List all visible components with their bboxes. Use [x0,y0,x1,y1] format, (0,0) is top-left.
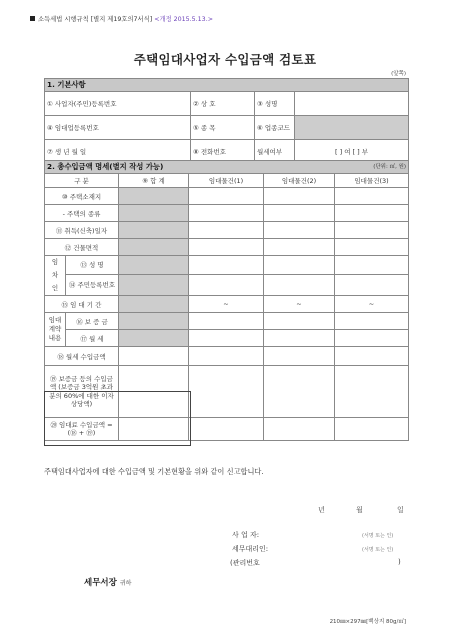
col-header-property-2: 임대물건(2) [264,174,335,188]
property-2-deposit[interactable] [264,313,335,330]
legal-ref-text: 소득세법 시행규칙 [별지 제19호의7서식] [38,16,153,23]
date-month[interactable]: 월 [356,506,363,514]
trade-name-label: ② 상 호 [191,92,255,116]
tax-office-name: 세무서장 [84,578,117,588]
col-header-total: ⑨ 합 계 [119,174,189,188]
property-2-monthly-income[interactable] [264,347,335,366]
property-2-tenant-id[interactable] [264,274,335,295]
row-label-rental-period: ⑮ 임 대 기 간 [45,296,119,313]
property-1-monthly-rent[interactable] [189,330,264,347]
row-label-building-area: ⑫ 건물면적 [45,239,119,256]
total-monthly-rent-cell [119,330,189,347]
tax-office-addressee [84,576,131,588]
property-3-tenant-name[interactable] [335,256,409,275]
business-signer-label: 사 업 자: [232,531,260,539]
section2-heading-text: 2. 총수입금액 명세(별지 작성 가능) [47,162,164,171]
property-1-acquisition-date[interactable] [189,222,264,239]
row-label-tenant-id: ⑭ 주민등록번호 [66,274,119,295]
unit-note: (단위: ㎡, 원) [373,164,407,170]
total-tenant-id-cell [119,274,189,295]
property-1-deposit[interactable] [189,313,264,330]
property-2-area[interactable] [264,239,335,256]
row-label-monthly-rent: ⑰ 월 세 [66,330,119,347]
addressee-suffix: 귀하 [119,580,132,587]
total-address-cell [119,188,189,205]
legal-reference [30,14,213,23]
section2-heading [45,161,409,174]
property-3-house-type[interactable] [335,205,409,222]
property-2-period[interactable]: ~ [264,296,335,313]
revenue-detail-table [44,160,409,441]
property-3-monthly-income[interactable] [335,347,409,366]
property-3-area[interactable] [335,239,409,256]
col-header-property-1: 임대물건(1) [189,174,264,188]
name-label: ③ 성명 [255,92,295,116]
monthly-rent-flag-label: 월세여부 [255,140,295,164]
property-2-deemed-rent[interactable] [264,366,335,418]
total-deemed-rent[interactable] [119,366,189,418]
section1-heading: 1. 기본사항 [45,79,409,92]
industry-code-label: ⑥ 업종코드 [255,116,295,140]
row-group-tenant: 임차인 [45,256,66,296]
total-monthly-income[interactable] [119,347,189,366]
row-label-monthly-income: ⑱ 월세 수입금액 [45,347,119,366]
total-rental-income[interactable] [119,418,189,441]
property-3-deemed-rent[interactable] [335,366,409,418]
property-2-rental-income[interactable] [264,418,335,441]
property-1-house-type[interactable] [189,205,264,222]
row-label-tenant-name: ⑬ 성 명 [66,256,119,275]
property-1-area[interactable] [189,239,264,256]
property-1-address[interactable] [189,188,264,205]
property-3-tenant-id[interactable] [335,274,409,295]
total-house-type-cell [119,205,189,222]
form-title: 주택임대사업자 수입금액 검토표 [133,52,317,67]
col-header-property-3: 임대물건(3) [335,174,409,188]
property-1-tenant-id[interactable] [189,274,264,295]
property-2-address[interactable] [264,188,335,205]
rental-reg-number-label: ④ 임대업등록번호 [45,116,191,140]
total-period-cell [119,296,189,313]
property-2-monthly-rent[interactable] [264,330,335,347]
row-label-house-type: - 주택의 종류 [45,205,119,222]
row-label-deposit: ⑯ 보 증 금 [66,313,119,330]
total-acquisition-cell [119,222,189,239]
page-side-note: (앞쪽) [391,71,406,77]
agent-sign-hint[interactable]: (서명 또는 인) [362,547,394,553]
birth-date-label: ⑦ 생 년 월 일 [45,140,191,164]
property-3-period[interactable]: ~ [335,296,409,313]
declaration-text: 주택임대사업자에 대한 수입금액 및 기본현황을 위와 같이 신고합니다. [44,467,264,476]
property-3-deposit[interactable] [335,313,409,330]
property-2-acquisition-date[interactable] [264,222,335,239]
row-label-acquisition-date: ⑪ 취득(신축)일자 [45,222,119,239]
paper-spec-footer: 210㎜×297㎜[백상지 80g/㎡] [329,619,406,625]
total-tenant-name-cell [119,256,189,275]
property-1-tenant-name[interactable] [189,256,264,275]
row-group-contract: 임대계약내용 [45,313,66,347]
management-number-close: ) [398,558,401,566]
total-deposit-cell [119,313,189,330]
management-number-label: (관리번호 [230,559,260,567]
property-3-monthly-rent[interactable] [335,330,409,347]
phone-label: ⑧ 전화번호 [191,140,255,164]
business-reg-number-label: ① 사업자(주민)등록번호 [45,92,191,116]
business-sign-hint[interactable]: (서명 또는 인) [362,533,394,539]
tax-agent-label: 세무대리인: [232,545,269,553]
property-3-address[interactable] [335,188,409,205]
row-label-deemed-rent: ⑲ 보증금 등의 수입금액 (보증금 3억원 초과분의 60%에 대한 이자상당액) [45,366,119,418]
monthly-rent-checkboxes[interactable]: [ ] 여 [ ] 부 [295,140,409,164]
property-3-rental-income[interactable] [335,418,409,441]
row-label-address: ⑩ 주택소재지 [45,188,119,205]
property-2-house-type[interactable] [264,205,335,222]
property-1-monthly-income[interactable] [189,347,264,366]
basic-info-table [44,78,409,164]
property-1-deemed-rent[interactable] [189,366,264,418]
property-1-period[interactable]: ~ [189,296,264,313]
property-3-acquisition-date[interactable] [335,222,409,239]
name-field[interactable] [295,92,409,116]
property-1-rental-income[interactable] [189,418,264,441]
date-year[interactable]: 년 [318,506,325,514]
bullet-square-icon [30,16,35,21]
industry-code-field[interactable] [295,116,409,140]
total-area-cell [119,239,189,256]
date-day[interactable]: 일 [397,506,404,514]
revision-link[interactable]: <개정 2015.5.13.> [154,16,213,23]
row-label-total-income: ⑳ 임대료 수입금액 =(⑱ + ⑲) [45,418,119,441]
property-2-tenant-name[interactable] [264,256,335,275]
business-item-label: ⑤ 종 목 [191,116,255,140]
col-header-category: 구 분 [45,174,119,188]
